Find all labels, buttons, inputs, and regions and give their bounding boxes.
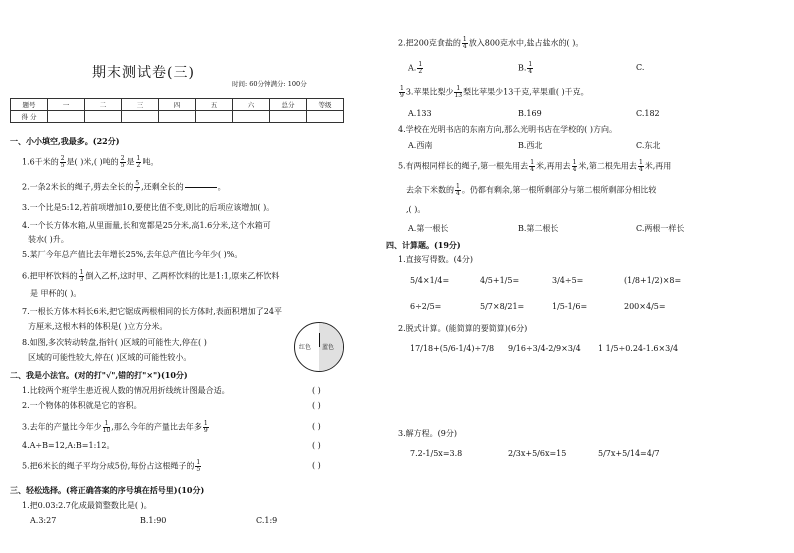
spinner-wheel — [294, 322, 344, 372]
score-cell[interactable] — [196, 111, 233, 123]
expr-1-1: 5/4×1/4= — [410, 276, 450, 285]
judge-4: 4.A÷B=12,A:B=1:12。 — [22, 441, 115, 450]
score-cell[interactable] — [270, 111, 307, 123]
score-header: 一 — [48, 99, 85, 111]
choice-1: 1.把0.03:2.7化成最简整数比是( )。 — [22, 501, 152, 510]
choice-5-option-b[interactable]: B.第二根长 — [518, 224, 559, 233]
question-8: 8.如图,多次转动转盘,指针( )区域的可能性大,停在( ) — [22, 338, 207, 347]
section-2-title: 二、我是小法官。(对的打"√",错的打"×")(10分) — [10, 370, 188, 380]
expr-2-1: 6÷2/5= — [410, 302, 442, 311]
choice-5-cont: 去余下米数的 $\frac{1}{4}$ 。仍都有剩余,第一根所剩部分与第二根所剩部分相比较 — [406, 183, 657, 197]
equation-2: 2/3x+5/6x=15 — [508, 449, 567, 458]
section-3-title: 三、轻松选择。(将正确答案的序号填在括号里)(10分) — [10, 485, 205, 495]
score-cell[interactable] — [85, 111, 122, 123]
exam-meta: 时间: 60分钟满分: 100分 — [232, 80, 307, 88]
calc-part-2-title: 2.脱式计算。(能简算的要简算)(6分) — [398, 324, 528, 333]
question-6: 6.把甲杯饮料的 $\frac{1}{3}$ 倒入乙杯,这时甲、乙两杯饮料的比是1:1,原来乙杯饮料 — [22, 269, 280, 283]
score-table — [10, 98, 344, 123]
score-header: 六 — [233, 99, 270, 111]
expr-3-2: 9/16÷3/4-2/9×3/4 — [508, 344, 581, 353]
equation-3: 5/7x+5/14=4/7 — [598, 449, 660, 458]
question-8-cont: 区域的可能性较大,停在( )区域的可能性较小。 — [28, 353, 192, 362]
choice-4: 4.学校在光明书店的东南方向,那么光明书店在学校的( )方向。 — [398, 125, 617, 134]
choice-2: 2.把200克食盐的 $\frac{1}{4}$ 放入800克水中,盐占盐水的( )。 — [398, 36, 584, 50]
question-4-cont: 装水( )升。 — [28, 235, 69, 244]
judge-1: 1.比较两个班学生患近视人数的情况用折线统计图最合适。 — [22, 386, 230, 395]
judge-4-answer[interactable]: ( ) — [312, 441, 321, 450]
calc-part-1-title: 1.直接写得数。(4分) — [398, 255, 473, 264]
expr-2-2: 5/7×8/21= — [480, 302, 525, 311]
judge-3: 3.去年的产量比今年少 $\frac{1}{10}$ ,那么今年的产量比去年多 $\frac{1}{9}$ — [22, 420, 208, 434]
score-header: 题号 — [11, 99, 48, 111]
choice-3-option-c[interactable]: C.182 — [636, 109, 660, 118]
choice-5-option-c[interactable]: C.两根一样长 — [636, 224, 685, 233]
expr-2-3: 1/5-1/6= — [552, 302, 588, 311]
equation-1: 7.2-1/5x=3.8 — [410, 449, 463, 458]
choice-4-option-c[interactable]: C.东北 — [636, 141, 661, 150]
question-7-cont: 方厘米,这根木料的体积是( )立方分米。 — [28, 322, 168, 331]
spinner-label-blue: 蓝色 — [322, 344, 335, 351]
score-row-label: 得 分 — [11, 111, 48, 123]
expr-1-2: 4/5+1/5= — [480, 276, 520, 285]
choice-5: 5.有两根同样长的绳子,第一根先用去 $\frac{1}{4}$ 米,再用去 $\frac{1}{4}$ 米,第二根先用去 $\frac{1}{4}$ 米,再用 — [398, 159, 672, 173]
judge-5: 5.把6米长的绳子平均分成5份,每份占这根绳子的 $\frac{1}{5}$ — [22, 459, 201, 473]
choice-5-cont2: ,( )。 — [406, 205, 426, 214]
section-1-title: 一、小小填空,我最多。(22分) — [10, 136, 120, 146]
choice-4-option-a[interactable]: A.西南 — [408, 141, 433, 150]
question-1: 1.6千米的 $\frac{2}{5}$ 是( )米,( )吨的 $\frac{2}{5}$ 是 $\frac{1}{2}$ 吨。 — [22, 155, 159, 169]
score-cell[interactable] — [122, 111, 159, 123]
score-header: 总分 — [270, 99, 307, 111]
choice-2-option-b[interactable]: B. $\frac{1}{4}$ — [518, 61, 533, 75]
score-cell[interactable] — [159, 111, 196, 123]
judge-3-answer[interactable]: ( ) — [312, 422, 321, 431]
spinner-needle — [319, 333, 320, 347]
section-4-title: 四、计算题。(19分) — [386, 240, 461, 250]
score-cell[interactable] — [233, 111, 270, 123]
expr-3-1: 17/18+(5/6-1/4)÷7/8 — [410, 344, 495, 353]
expr-2-4: 200×4/5= — [624, 302, 666, 311]
score-header: 四 — [159, 99, 196, 111]
choice-2-option-c[interactable]: C. — [636, 63, 645, 72]
score-header: 等级 — [307, 99, 344, 111]
question-6-cont: 是 甲杯的( )。 — [30, 289, 82, 298]
choice-3-option-a[interactable]: A.133 — [408, 109, 432, 118]
score-cell[interactable] — [48, 111, 85, 123]
choice-2-option-a[interactable]: A. $\frac{1}{2}$ — [408, 61, 423, 75]
choice-3: $\frac{1}{9}$ 3.苹果比梨少 $\frac{1}{13}$ 梨比苹果少13千克,苹果重( )千克。 — [400, 85, 589, 99]
expr-1-3: 3/4÷5= — [552, 276, 584, 285]
judge-2: 2.一个物体的体积就是它的容积。 — [22, 401, 142, 410]
choice-4-option-b[interactable]: B.西北 — [518, 141, 543, 150]
question-3: 3.一个比是5:12,若前项增加10,要使比值不变,则比的后项应该增加( )。 — [22, 203, 275, 212]
calc-part-3-title: 3.解方程。(9分) — [398, 429, 457, 438]
question-4: 4.一个长方体水箱,从里面量,长和宽都是25分米,高1.6分米,这个水箱可 — [22, 221, 271, 230]
score-cell[interactable] — [307, 111, 344, 123]
question-7: 7.一根长方体木料长6米,把它锯成两根相同的长方体时,表面积增加了24平 — [22, 307, 282, 316]
score-header: 三 — [122, 99, 159, 111]
question-5: 5.某厂今年总产值比去年增长25%,去年总产值比今年少( )%。 — [22, 250, 243, 259]
judge-1-answer[interactable]: ( ) — [312, 386, 321, 395]
judge-2-answer[interactable]: ( ) — [312, 401, 321, 410]
judge-5-answer[interactable]: ( ) — [312, 461, 321, 470]
choice-1-option-b[interactable]: B.1:90 — [140, 516, 167, 525]
question-2: 2.一条2米长的绳子,剪去全长的 $\frac{5}{7}$ ,还剩全长的 。 — [22, 180, 226, 194]
score-header: 五 — [196, 99, 233, 111]
spinner-label-red: 红色 — [299, 344, 312, 351]
page-title: 期末测试卷(三) — [92, 65, 195, 81]
score-header: 二 — [85, 99, 122, 111]
expr-1-4: (1/8+1/2)×8= — [624, 276, 682, 285]
choice-1-option-c[interactable]: C.1:9 — [256, 516, 278, 525]
choice-1-option-a[interactable]: A.3:27 — [30, 516, 57, 525]
choice-3-option-b[interactable]: B.169 — [518, 109, 542, 118]
expr-3-3: 1 1/5÷0.24-1.6×3/4 — [598, 344, 679, 353]
choice-5-option-a[interactable]: A.第一根长 — [408, 224, 449, 233]
